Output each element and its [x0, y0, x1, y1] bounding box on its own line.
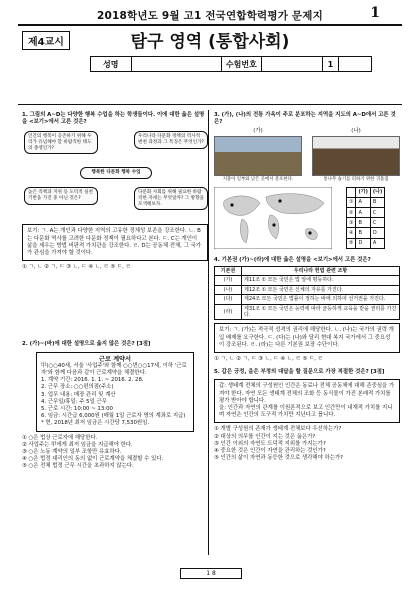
cell: ④ [347, 228, 356, 238]
q5 [214, 369, 400, 462]
q5-stem: 5. 갑은 긍정, 을은 부정의 대답을 할 질문으로 가장 적절한 것은? [3점] [214, 369, 385, 376]
page-number: 1 [370, 5, 380, 21]
contract-line: * 현, 2018년 최저 임금은 시간당 7,530원임. [41, 420, 150, 427]
q1 [22, 112, 208, 271]
cell: ① [347, 197, 356, 207]
map-point-d [308, 231, 311, 234]
cell: ② [347, 208, 356, 218]
contract-box [36, 352, 194, 432]
caption-ga: 지붕이 일부와 낮은 곳에서 분포한다. [222, 176, 294, 182]
table-row[interactable] [347, 238, 385, 248]
cell: 제24조 모든 국민은 법률이 정하는 바에 의하여 선거권을 가진다. [242, 295, 400, 304]
page-footer: 1 8 [180, 568, 242, 579]
q5-eul: 을: 인간과 자연의 관계를 이원론적으로 보고 인간만이 내재적 가치를 지니며 자연은 인간의 도구적 가치만 지닌다고 봅니다. [219, 405, 393, 419]
map-point-c [272, 223, 275, 226]
spacer [22, 271, 208, 341]
q2-stem: 2. (가)~(바)에 대한 설명으로 옳지 않은 것은? [3점] [22, 341, 151, 348]
label-na: (나) [351, 128, 361, 135]
contract-line: 1. 계약 기간: 2016. 1. 1. ~ 2016. 2. 28. [41, 377, 144, 384]
q5-choice[interactable]: ① 개별 구성원의 존재가 생태계 전체보다 우선하는가? [214, 426, 342, 433]
header-rule [18, 24, 402, 26]
name-field[interactable] [132, 57, 222, 71]
contract-line: 5. 근로 시간: 10:00 ~ 13:00 [41, 406, 113, 413]
world-map [214, 187, 332, 249]
q2-choice[interactable]: ③ ○은 노동 계약의 일부 조항만 유효하다. [22, 449, 122, 456]
q1-options: 보기: ㄱ. A는 개인과 다양한 지역의 고유한 정체성 보존을 강조한다. ㄴ. B는 다문화 역사를 고려한 다문화 정책이 필요하다고 본다. ㄷ. C는 개인이 삶을 세우는 방법 비판적 가치관을 강조한다. ㄹ. D는 공동체 전체, 그 국가가 관심을 가져야 할 것이다. [22, 224, 208, 261]
q3-map-and-table [214, 187, 400, 249]
map-point-a [230, 203, 233, 206]
q5-choice[interactable]: ③ 인간 이외의 자연도 도덕적 지위를 가지는가? [214, 440, 326, 447]
caption-na: 통나무 습기를 피하기 위한 귀틀집 [323, 176, 389, 182]
exam-no-field-2[interactable] [339, 57, 371, 71]
q3-photos [214, 128, 400, 182]
exam-no-field[interactable] [262, 57, 322, 71]
right-column [214, 112, 400, 463]
q2-choice[interactable]: ④ ○은 법정 대리인의 동의 없이 근로계약을 체결할 수 있다. [22, 456, 164, 463]
bubble-b: 우리나라 다문화 정책의 역사적 변천 과정과 그 특징은 무엇인가? [134, 131, 208, 148]
contract-title: 근로 계약서 [98, 355, 132, 363]
th: 기본권 [215, 267, 242, 276]
table-row [215, 285, 400, 294]
th: 우리나라 헌법 관련 조항 [242, 267, 400, 276]
q3-answer-table [346, 187, 385, 249]
cell: (가) [215, 276, 242, 285]
q4 [214, 257, 400, 363]
cell: D [370, 228, 384, 238]
cell: 제31조 ① 모든 국민은 능력에 따라 균등하게 교육을 받을 권리를 가진다. [242, 304, 400, 320]
q3 [214, 112, 400, 249]
table-row[interactable] [347, 218, 385, 228]
label-ga: (가) [253, 128, 263, 135]
cell: A [356, 197, 370, 207]
photo-ga [214, 128, 302, 182]
cell: 제12조 ① 모든 국민은 신체의 자유를 가진다. [242, 285, 400, 294]
period-label: 제4교시 [22, 31, 70, 50]
q2-choice[interactable]: ① ○은 법상 근로자에 해당한다. [22, 434, 98, 441]
bubble-d: 다문화 사회를 위해 필요한 바람직한 자세는 무엇일까? 그 방향을 모색해보자. [134, 187, 208, 210]
q4-stem: 4. 기본권 (가)~(라)에 대한 옳은 설명을 <보기>에서 고른 것은? [214, 256, 371, 263]
cell: B [356, 218, 370, 228]
bubble-c: 높은 직책과 지위 등 도덕적 실천 기반을 가진 중 아닌 것은? [24, 187, 98, 204]
q3-stem: 3. (가), (나)의 전통 가옥이 주로 분포하는 지역을 지도의 A~D에서 고른 것은? [214, 112, 396, 126]
cell: ③ [347, 218, 356, 228]
cell: A [370, 238, 384, 248]
q5-choice[interactable]: ⑤ 인간의 삶이 자연과 동등한 것으로 생각해야 하는가? [214, 455, 344, 462]
top-rule [18, 104, 402, 105]
contract-line: 2. 근무 장소: ○○편의점(주소) [41, 384, 114, 391]
photo-na [312, 128, 400, 182]
contract-line: 4. 근무일/휴일: 주 5일 근무 [41, 398, 107, 405]
table-row[interactable] [347, 197, 385, 207]
th: (가) [356, 187, 370, 197]
q1-answers[interactable]: ① ㄱ, ㄴ ② ㄱ, ㄷ ③ ㄴ, ㄷ ④ ㄴ, ㄹ ⑤ ㄷ, ㄹ [22, 264, 131, 271]
table-row [215, 304, 400, 320]
th [347, 187, 356, 197]
th: (나) [370, 187, 384, 197]
name-bar [90, 56, 372, 72]
bubble-center: 행복한 다문화 행복 수업 [80, 167, 152, 179]
left-column [22, 112, 208, 471]
cell: B [356, 228, 370, 238]
q5-dialogue [214, 379, 400, 423]
table-row[interactable] [347, 228, 385, 238]
q5-gap: 갑: 생태계 전체의 구성원인 인간은 동료나 전체 공동체에 대해 존중심을 가져야 한다. 자연 모든 생태계 전체의 조화 등 동식물이 가진 본래적 가치를 평가 받아야 합니다. [219, 383, 395, 404]
spacer [214, 249, 400, 257]
q1-stem: 1. 그림의 A~D는 다양한 행복 수업을 하는 학생들이다. 이에 대한 옳은 설명을 <보기>에서 고른 것은? [22, 112, 205, 126]
q2-choice[interactable]: ⑤ ○은 전체 법정 근무 시간을 초과하지 않는다. [22, 463, 134, 470]
map-point-b [278, 199, 281, 202]
cell: ⑤ [347, 238, 356, 248]
contract-line: 6. 임금: 시간급 6,000원 (매월 1일 근로자 명의 계좌로 지급) [41, 413, 186, 420]
house-photo-ga [214, 136, 302, 176]
cell: (나) [215, 285, 242, 294]
contract-line: 甲(○○40세, 서울 '사업주'와 함께 ○○번○○17세, 이하 '근로자'와 함께 다음과 같이 근로계약을 체결한다. [41, 362, 187, 377]
name-label: 성명 [91, 57, 132, 71]
q1-diagram [22, 129, 208, 221]
house-photo-na [312, 136, 400, 176]
q4-answers[interactable]: ① ㄱ, ㄴ ② ㄱ, ㄷ ③ ㄴ, ㄷ ④ ㄴ, ㄹ ⑤ ㄷ, ㄹ [214, 356, 323, 363]
table-row[interactable] [347, 208, 385, 218]
q5-choice[interactable]: ② 대상의 의무를 인간이 지는 것은 옳은가? [214, 433, 316, 440]
q2 [22, 341, 208, 470]
cell: D [356, 238, 370, 248]
q4-options: 보기: ㄱ. (가)는 적극적 성격의 권리에 해당한다. ㄴ. (나)는 국가의 권력 개입 배제를 요구한다. ㄷ. (다)는 (나)와 달리 현대 복지 국가에서 그 중요성이 강조된다. ㄹ. (라)는 다른 기본권 보장 수단이다. [214, 323, 400, 353]
q2-choice[interactable]: ② 사업주는 甲에게 최저 임금을 지급해야 한다. [22, 441, 133, 448]
table-row [215, 276, 400, 285]
exam-no-digit: 1 [323, 57, 340, 71]
bubble-a: 인간의 행복이 공존하기 위해 우리가 유념해야 할 바람직한 태도의 종영인가? [24, 131, 98, 154]
q4-table [214, 266, 400, 320]
exam-no-label: 수험번호 [222, 57, 263, 71]
subject-title: 탐구 영역 (통합사회) [130, 32, 290, 52]
table-row [215, 295, 400, 304]
cell: C [370, 208, 384, 218]
cell: (라) [215, 304, 242, 320]
cell: B [370, 197, 384, 207]
exam-title: 2018학년도 9월 고1 전국연합학력평가 문제지 [97, 10, 323, 22]
q5-choice[interactable]: ④ 중요한 것은 인간이 자연을 관리하는 것인가? [214, 448, 326, 455]
column-divider [208, 110, 209, 555]
cell: C [370, 218, 384, 228]
cell: (다) [215, 295, 242, 304]
contract-line: 3. 업무 내용: 매장 관리 및 계산 [41, 391, 116, 398]
cell: A [356, 208, 370, 218]
cell: 제11조 ① 모든 국민은 법 앞에 평등하다. [242, 276, 400, 285]
